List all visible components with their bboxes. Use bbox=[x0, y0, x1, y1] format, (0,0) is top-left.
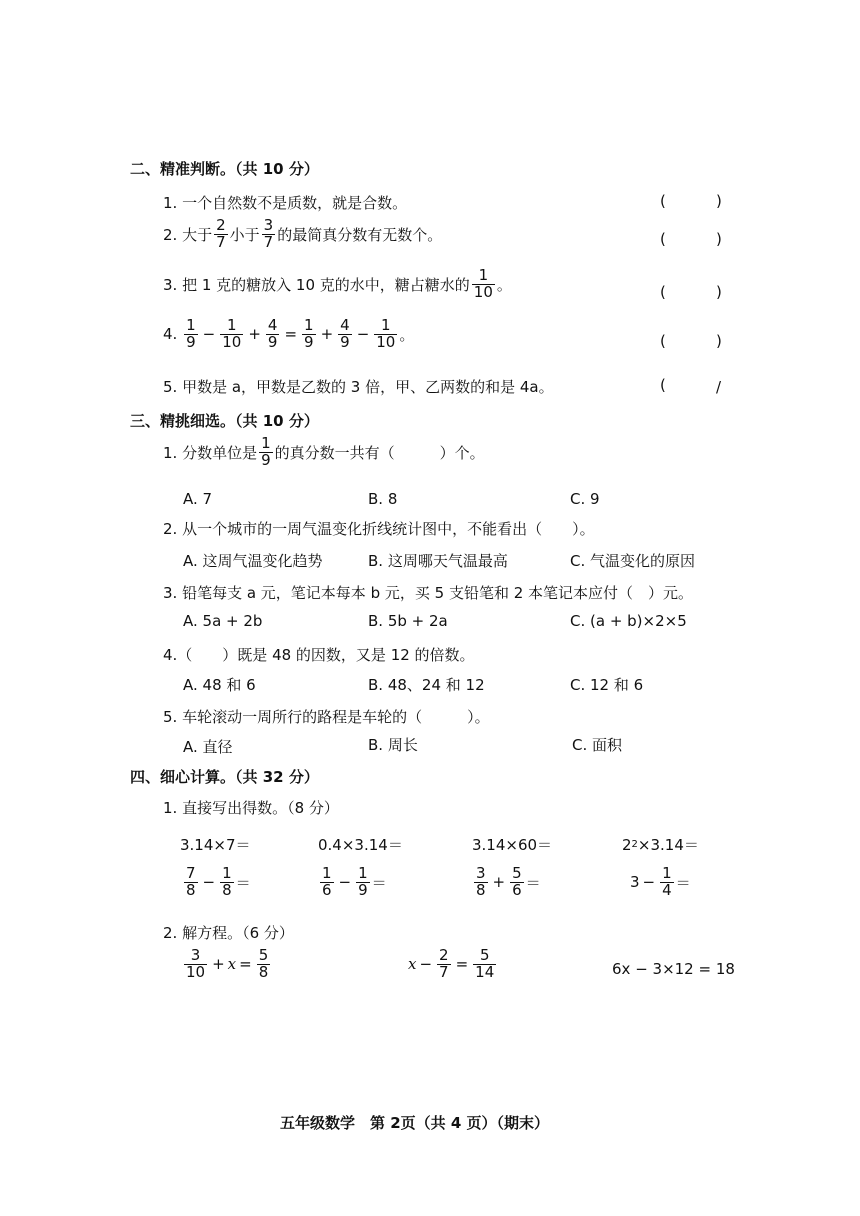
option-c: C. 气温变化的原因 bbox=[570, 552, 696, 570]
answer-paren-open: ( bbox=[660, 332, 666, 350]
equation-1: $\frac{3}{10}$ + x = $\frac{5}{8}$ bbox=[186, 946, 269, 981]
judge-q2-text-b: 小于 bbox=[229, 225, 260, 244]
fraction: $\frac{1}{9}$ bbox=[261, 434, 271, 469]
calc-item: 3 − $\frac{1}{4}$ ＝ bbox=[630, 864, 691, 899]
choice-q1-text-a: 1. 分数单位是 bbox=[163, 443, 258, 462]
choice-q3: 3. 铅笔每支 a 元，笔记本每本 b 元，买 5 支铅笔和 2 本笔记本应付（ ）元。 bbox=[163, 584, 694, 602]
section-4-title: 四、细心计算。（共 32 分） bbox=[130, 768, 319, 786]
calc-sub2: 2. 解方程。（6 分） bbox=[163, 924, 294, 942]
answer-paren-close: ) bbox=[716, 332, 722, 350]
calc-item: 3.14×60＝ bbox=[472, 836, 553, 854]
choice-q2: 2. 从一个城市的一周气温变化折线统计图中，不能看出（ ）。 bbox=[163, 520, 595, 538]
section-3-title: 三、精挑细选。（共 10 分） bbox=[130, 412, 319, 430]
equation-3: 6x − 3×12 = 18 bbox=[612, 960, 735, 978]
judge-q5: 5. 甲数是 a，甲数是乙数的 3 倍，甲、乙两数的和是 4a。 bbox=[163, 378, 554, 396]
answer-paren-close: ) bbox=[716, 230, 722, 248]
calc-item: $\frac{7}{8}$ − $\frac{1}{8}$ ＝ bbox=[186, 864, 251, 899]
judge-q3-end: 。 bbox=[496, 275, 512, 294]
judge-q4-end: 。 bbox=[399, 325, 415, 344]
calc-item: 0.4×3.14＝ bbox=[318, 836, 403, 854]
option-a: A. 5a + 2b bbox=[183, 612, 263, 630]
judge-q4: 4. $\frac{1}{9}$ − $\frac{1}{10}$ + $\frac{4}{9}$ = $\frac{1}{9}$ + $\frac{4}{9}$ − $\frac{1}{10}$ 。 bbox=[163, 316, 415, 351]
option-a: A. 这周气温变化趋势 bbox=[183, 552, 323, 570]
page-footer: 五年级数学 第 2页（共 4 页）（期末） bbox=[280, 1114, 550, 1132]
answer-paren-open: ( bbox=[660, 283, 666, 301]
option-c: C. 面积 bbox=[572, 736, 623, 754]
option-b: B. 5b + 2a bbox=[368, 612, 448, 630]
calc-item: $\frac{1}{6}$ − $\frac{1}{9}$ ＝ bbox=[322, 864, 387, 899]
option-c: C. (a + b)×2×5 bbox=[570, 612, 687, 630]
option-b: B. 周长 bbox=[368, 736, 418, 754]
option-b: B. 8 bbox=[368, 490, 398, 508]
section-2-title: 二、精准判断。（共 10 分） bbox=[130, 160, 319, 178]
judge-q2-text-a: 2. 大于 bbox=[163, 225, 213, 244]
judge-q2-text-c: 的最简真分数有无数个。 bbox=[277, 225, 443, 244]
calc-item-power bbox=[622, 834, 699, 855]
fraction: $\frac{1}{10}$ bbox=[473, 266, 493, 301]
calc-item: 3.14×7＝ bbox=[180, 836, 251, 854]
option-b: B. 48、24 和 12 bbox=[368, 676, 485, 694]
option-c: C. 12 和 6 bbox=[570, 676, 644, 694]
option-c: C. 9 bbox=[570, 490, 600, 508]
option-a: A. 直径 bbox=[183, 738, 233, 756]
judge-q2 bbox=[163, 218, 442, 251]
power-base: 2 bbox=[622, 835, 632, 854]
fraction: $\frac{3}{7}$ bbox=[263, 216, 274, 251]
answer-paren-close: ) bbox=[716, 192, 722, 210]
option-a: A. 7 bbox=[183, 490, 213, 508]
calc-sub1: 1. 直接写出得数。（8 分） bbox=[163, 799, 339, 817]
choice-q1 bbox=[163, 436, 485, 469]
judge-q4-num: 4. bbox=[163, 325, 178, 344]
option-b: B. 这周哪天气温最高 bbox=[368, 552, 508, 570]
choice-q4: 4.（ ）既是 48 的因数，又是 12 的倍数。 bbox=[163, 646, 475, 664]
power-exponent: 2 bbox=[631, 839, 638, 850]
judge-q3 bbox=[163, 268, 512, 301]
answer-paren-open: ( bbox=[660, 192, 666, 210]
fraction: $\frac{2}{7}$ bbox=[216, 216, 226, 251]
answer-paren-close: / bbox=[716, 378, 722, 396]
calc-item: $\frac{3}{8}$ + $\frac{5}{6}$ ＝ bbox=[476, 864, 541, 899]
answer-paren-open: ( bbox=[660, 230, 666, 248]
judge-q1: 1. 一个自然数不是质数，就是合数。 bbox=[163, 194, 408, 212]
choice-q5: 5. 车轮滚动一周所行的路程是车轮的（ ）。 bbox=[163, 708, 490, 726]
answer-paren-open: ( bbox=[660, 376, 666, 394]
answer-paren-close: ) bbox=[716, 283, 722, 301]
judge-q3-text: 3. 把 1 克的糖放入 10 克的水中，糖占糖水的 bbox=[163, 275, 470, 294]
option-a: A. 48 和 6 bbox=[183, 676, 256, 694]
choice-q1-text-b: 的真分数一共有（ ）个。 bbox=[274, 443, 485, 462]
equation-2: x − $\frac{2}{7}$ = $\frac{5}{14}$ bbox=[408, 946, 495, 981]
power-rest: ×3.14＝ bbox=[637, 836, 699, 854]
